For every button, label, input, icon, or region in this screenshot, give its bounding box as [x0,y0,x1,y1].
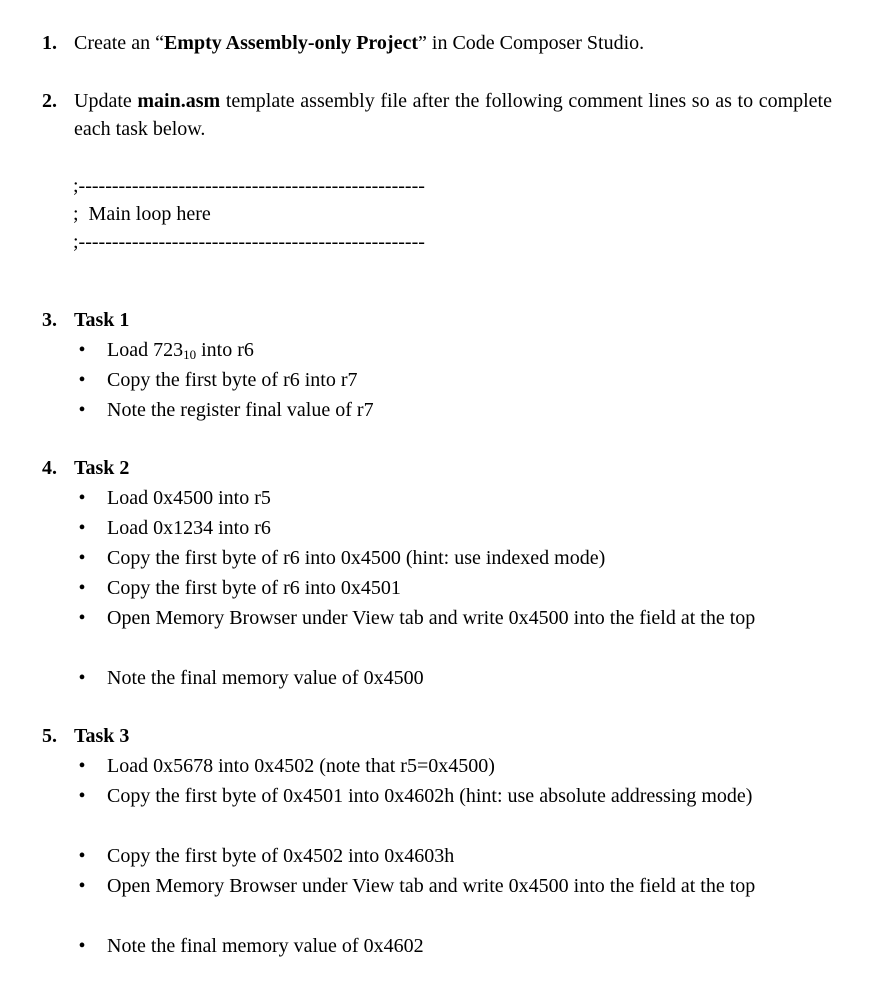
step-number: 2. [42,90,57,112]
base-subscript: 10 [183,347,197,362]
filename: main.asm [137,90,221,112]
list-item: • Open Memory Browser under View tab and write 0x4500 into the field at the top [42,872,832,932]
step-1 [42,29,832,57]
task-title: Task 1 [74,309,130,331]
bullet-icon: • [78,755,86,777]
code-comment-block [73,172,493,256]
bullet-icon: • [78,845,86,867]
step-text: Create an “Empty Assembly-only Project” in Code Composer Studio. [74,32,645,54]
list-item: • Copy the first byte of r6 into r7 [42,366,832,396]
step-number: 5. [42,725,57,747]
comment-main-loop: ; Main loop here [73,203,211,225]
bullet-icon: • [78,487,86,509]
list-item: • Open Memory Browser under View tab and write 0x4500 into the field at the top [42,604,832,664]
task-2 [42,454,832,694]
list-item: • Copy the first byte of r6 into 0x4500 (hint: use indexed mode) [42,544,832,574]
comment-divider-top: ;---------------------------------------------------- [73,175,425,197]
bullet-icon: • [78,369,86,391]
bullet-icon: • [78,667,86,689]
task-1-list [42,336,832,426]
bullet-icon: • [78,399,86,421]
task-title: Task 2 [74,457,130,479]
task-1 [42,306,832,426]
task-3-list [42,752,832,962]
bullet-icon: • [78,607,86,629]
list-item: • Copy the first byte of 0x4502 into 0x4603h [42,842,832,872]
bullet-icon: • [78,875,86,897]
step-number: 3. [42,309,57,331]
list-item: • Load 0x4500 into r5 [42,484,832,514]
project-type: Empty Assembly-only Project [163,32,419,54]
list-item: • Note the final memory value of 0x4500 [42,664,832,694]
task-title: Task 3 [74,725,130,747]
step-2 [42,87,832,143]
list-item: • Load 0x1234 into r6 [42,514,832,544]
bullet-icon: • [78,339,86,361]
bullet-icon: • [78,785,86,807]
list-item: • Note the final memory value of 0x4602 [42,932,832,962]
step-text: Update main.asm template assembly file after the following comment lines so as to complete each task below. [74,90,832,140]
bullet-icon: • [78,935,86,957]
bullet-icon: • [78,517,86,539]
list-item: • Load $723_{10}$ into r6 [42,336,832,366]
list-item: • Copy the first byte of 0x4501 into 0x4602h (hint: use absolute addressing mode) [42,782,832,842]
task-2-list [42,484,832,694]
comment-divider-bottom: ;---------------------------------------------------- [73,231,425,253]
bullet-icon: • [78,577,86,599]
step-number: 1. [42,32,57,54]
task-3 [42,722,832,962]
list-item: • Copy the first byte of r6 into 0x4501 [42,574,832,604]
bullet-icon: • [78,547,86,569]
list-item: • Note the register final value of r7 [42,396,832,426]
list-item: • Load 0x5678 into 0x4502 (note that r5=0x4500) [42,752,832,782]
step-number: 4. [42,457,57,479]
